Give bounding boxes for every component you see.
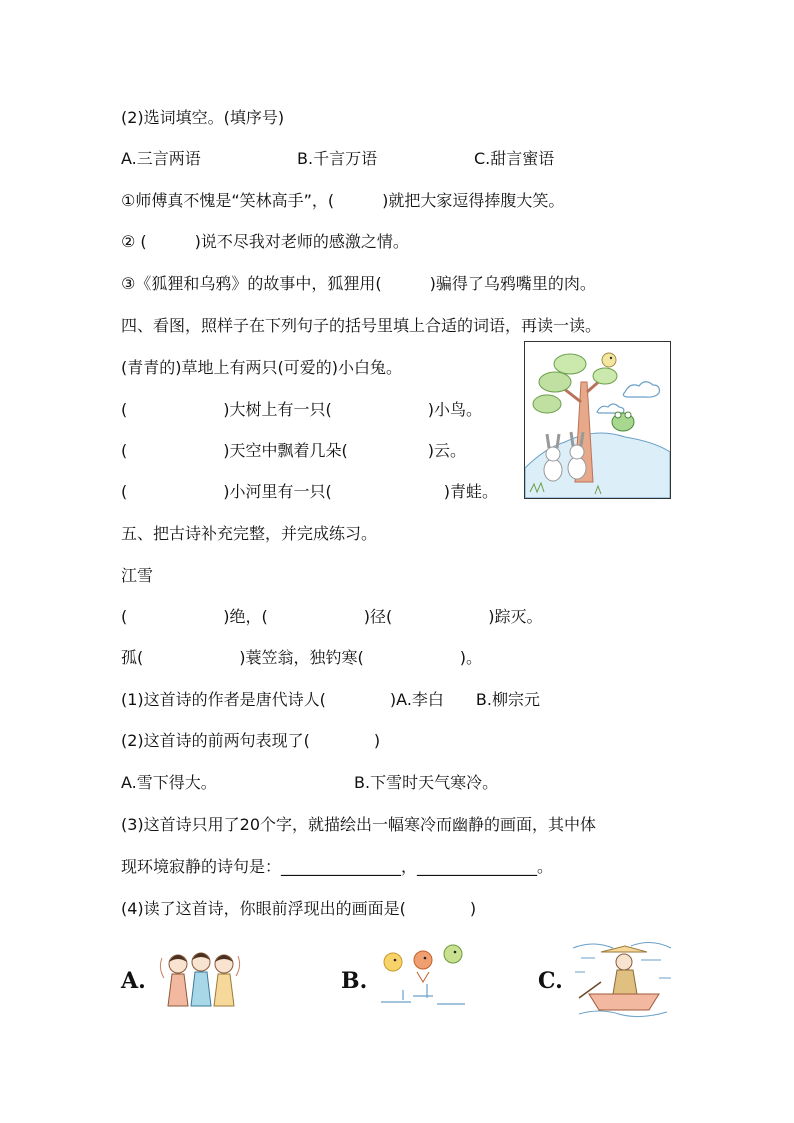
three-children-icon [156,946,246,1016]
section5-title: 五、把古诗补充完整，并完成练习。 [121,524,378,543]
question-2: (2)这首诗的前两句表现了( ) [121,731,381,750]
section4-example: (青青的)草地上有两只(可爱的)小白兔。 [121,358,402,377]
question-2-option-b: B.下雪时天气寒冷。 [354,773,499,792]
question-4: (4)读了这首诗，你眼前浮现出的画面是( ) [121,899,477,918]
section4-title: 四、看图，照样子在下列句子的括号里填上合适的词语，再读一读。 [121,316,602,335]
picture-label-a: A. [121,968,146,994]
fill-item-2: ② ( )说不尽我对老师的感激之情。 [121,232,409,251]
rabbits-tree-bird-frog-illustration [524,341,671,499]
poem-line-2: 孤( )蓑笠翁，独钓寒( )。 [121,648,482,667]
question-1: (1)这首诗的作者是唐代诗人( )A.李白 B.柳宗元 [121,690,540,709]
option-a: A.三言两语 [121,149,201,168]
poem-title: 江雪 [121,566,154,585]
section4-item-1: ( )大树上有一只( )小鸟。 [121,400,482,419]
section4-item-2: ( )天空中飘着几朵( )云。 [121,441,466,460]
three-birds-icon [377,940,469,1014]
picture-label-b: B. [341,968,368,994]
fill-item-3: ③《狐狸和乌鸦》的故事中，狐狸用( )骗得了乌鸦嘴里的肉。 [121,274,596,293]
question-heading: (2)选词填空。(填序号) [121,108,285,127]
option-b: B.千言万语 [297,149,378,168]
question-3-line-2: 现环境寂静的诗句是：_______________，_______________。 [121,857,554,876]
section4-item-3: ( )小河里有一只( )青蛙。 [121,482,498,501]
poem-line-1: ( )绝，( )径( )踪灭。 [121,607,543,626]
fisherman-in-boat-icon [571,938,675,1024]
question-3-line-1: (3)这首诗只用了20个字，就描绘出一幅寒冷而幽静的画面，其中体 [121,815,597,834]
picture-label-c: C. [538,968,563,994]
question-2-option-a: A.雪下得大。 [121,773,217,792]
option-c: C.甜言蜜语 [474,149,555,168]
fill-item-1: ①师傅真不愧是“笑林高手”，( )就把大家逗得捧腹大笑。 [121,191,565,210]
